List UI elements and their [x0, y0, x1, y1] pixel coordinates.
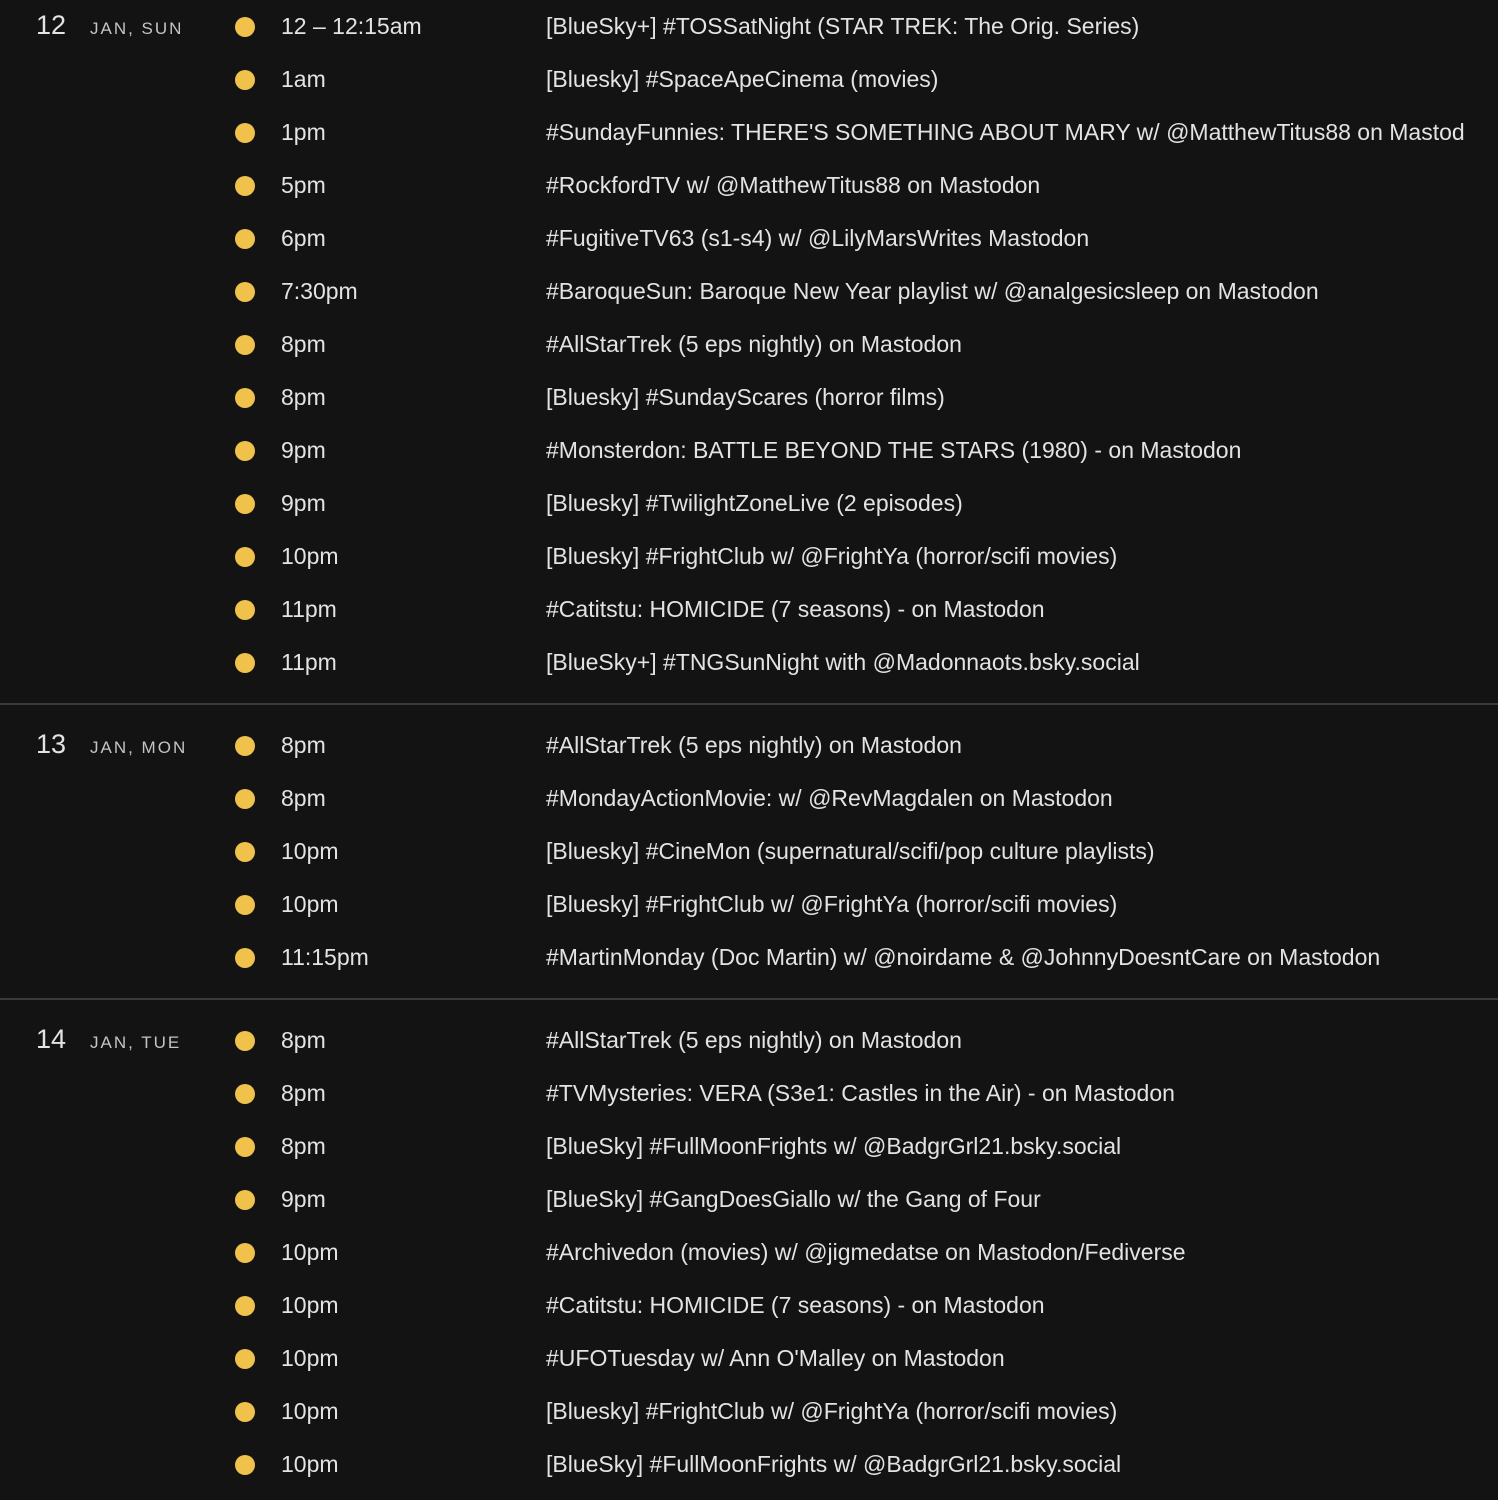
event-time: 9pm	[281, 1186, 326, 1212]
event-title: [Bluesky] #FrightClub w/ @FrightYa (horror/scifi movies)	[546, 1398, 1118, 1424]
event-title: #AllStarTrek (5 eps nightly) on Mastodon	[546, 732, 962, 758]
event-row[interactable]	[0, 1438, 1498, 1491]
event-row[interactable]	[0, 1385, 1498, 1438]
event-color-dot-icon	[235, 789, 255, 809]
event-title: #Catitstu: HOMICIDE (7 seasons) - on Mastodon	[546, 596, 1045, 622]
event-row[interactable]	[0, 424, 1498, 477]
event-title: [BlueSky] #FullMoonFrights w/ @BadgrGrl21.bsky.social	[546, 1133, 1122, 1159]
event-row[interactable]	[0, 212, 1498, 265]
event-row[interactable]	[0, 1279, 1498, 1332]
event-time: 10pm	[281, 1451, 339, 1477]
event-color-dot-icon	[235, 388, 255, 408]
day-number[interactable]: 13	[36, 729, 67, 759]
event-title: #RockfordTV w/ @MatthewTitus88 on Mastodon	[546, 172, 1041, 198]
event-row[interactable]	[0, 106, 1498, 159]
event-title: [Bluesky] #FrightClub w/ @FrightYa (horror/scifi movies)	[546, 543, 1118, 569]
event-row[interactable]	[0, 318, 1498, 371]
event-title: [Bluesky] #SundayScares (horror films)	[546, 384, 945, 410]
event-row[interactable]	[0, 825, 1498, 878]
event-color-dot-icon	[235, 335, 255, 355]
event-title: #Monsterdon: BATTLE BEYOND THE STARS (1980) - on Mastodon	[546, 437, 1242, 463]
event-time: 11pm	[281, 649, 337, 675]
event-time: 8pm	[281, 1080, 326, 1106]
day-group	[0, 705, 1498, 1000]
event-color-dot-icon	[235, 1296, 255, 1316]
event-color-dot-icon	[235, 70, 255, 90]
event-row[interactable]	[0, 477, 1498, 530]
event-title: [Bluesky] #CineMon (supernatural/scifi/pop culture playlists)	[546, 838, 1155, 864]
event-title: #AllStarTrek (5 eps nightly) on Mastodon	[546, 1027, 962, 1053]
event-row[interactable]	[0, 1014, 1498, 1067]
event-color-dot-icon	[235, 1190, 255, 1210]
day-label: JAN, TUE	[90, 1033, 182, 1052]
event-time: 12 – 12:15am	[281, 13, 422, 39]
day-label: JAN, SUN	[90, 19, 184, 38]
event-row[interactable]	[0, 159, 1498, 212]
event-time: 9pm	[281, 437, 326, 463]
event-color-dot-icon	[235, 176, 255, 196]
event-color-dot-icon	[235, 842, 255, 862]
event-row[interactable]	[0, 371, 1498, 424]
event-title: [Bluesky] #FrightClub w/ @FrightYa (horror/scifi movies)	[546, 891, 1118, 917]
day-number[interactable]: 12	[36, 10, 67, 40]
event-title: [BlueSky+] #TOSSatNight (STAR TREK: The Orig. Series)	[546, 13, 1140, 39]
event-color-dot-icon	[235, 282, 255, 302]
event-time: 10pm	[281, 1292, 339, 1318]
event-title: #MartinMonday (Doc Martin) w/ @noirdame & @JohnnyDoesntCare on Mastodon	[546, 944, 1381, 970]
event-row[interactable]	[0, 636, 1498, 689]
event-title: [Bluesky] #SpaceApeCinema (movies)	[546, 66, 939, 92]
event-color-dot-icon	[235, 895, 255, 915]
event-row[interactable]	[0, 719, 1498, 772]
event-time: 10pm	[281, 891, 339, 917]
event-time: 1pm	[281, 119, 326, 145]
event-color-dot-icon	[235, 494, 255, 514]
event-title: [Bluesky] #TwilightZoneLive (2 episodes)	[546, 490, 963, 516]
event-time: 10pm	[281, 1345, 339, 1371]
event-time: 11pm	[281, 596, 337, 622]
event-row[interactable]	[0, 1173, 1498, 1226]
event-title: #Archivedon (movies) w/ @jigmedatse on Mastodon/Fediverse	[546, 1239, 1186, 1265]
event-color-dot-icon	[235, 1137, 255, 1157]
event-color-dot-icon	[235, 441, 255, 461]
event-title: #BaroqueSun: Baroque New Year playlist w/ @analgesicsleep on Mastodon	[546, 278, 1319, 304]
event-row[interactable]	[0, 0, 1498, 53]
event-row[interactable]	[0, 1332, 1498, 1385]
event-row[interactable]	[0, 772, 1498, 825]
event-time: 10pm	[281, 838, 339, 864]
event-title: [BlueSky+] #TNGSunNight with @Madonnaots.bsky.social	[546, 649, 1140, 675]
day-group	[0, 0, 1498, 705]
event-color-dot-icon	[235, 17, 255, 37]
event-color-dot-icon	[235, 948, 255, 968]
event-time: 1am	[281, 66, 326, 92]
event-time: 11:15pm	[281, 944, 369, 970]
event-row[interactable]	[0, 931, 1498, 984]
event-color-dot-icon	[235, 1402, 255, 1422]
event-time: 8pm	[281, 331, 326, 357]
event-title: #AllStarTrek (5 eps nightly) on Mastodon	[546, 331, 962, 357]
event-color-dot-icon	[235, 1455, 255, 1475]
event-color-dot-icon	[235, 736, 255, 756]
event-time: 8pm	[281, 1027, 326, 1053]
day-label: JAN, MON	[90, 738, 188, 757]
event-title: #FugitiveTV63 (s1-s4) w/ @LilyMarsWrites Mastodon	[546, 225, 1090, 251]
event-row[interactable]	[0, 1226, 1498, 1279]
event-color-dot-icon	[235, 1243, 255, 1263]
day-number[interactable]: 14	[36, 1024, 67, 1054]
event-time: 8pm	[281, 1133, 326, 1159]
event-time: 6pm	[281, 225, 326, 251]
event-time: 10pm	[281, 1398, 339, 1424]
event-color-dot-icon	[235, 229, 255, 249]
event-time: 8pm	[281, 785, 326, 811]
event-row[interactable]	[0, 530, 1498, 583]
event-row[interactable]	[0, 878, 1498, 931]
event-color-dot-icon	[235, 123, 255, 143]
event-row[interactable]	[0, 1120, 1498, 1173]
event-time: 7:30pm	[281, 278, 358, 304]
event-color-dot-icon	[235, 547, 255, 567]
event-title: #UFOTuesday w/ Ann O'Malley on Mastodon	[546, 1345, 1005, 1371]
event-color-dot-icon	[235, 653, 255, 673]
event-title: #Catitstu: HOMICIDE (7 seasons) - on Mastodon	[546, 1292, 1045, 1318]
event-title: #MondayActionMovie: w/ @RevMagdalen on Mastodon	[546, 785, 1113, 811]
event-row[interactable]	[0, 1067, 1498, 1120]
event-time: 10pm	[281, 1239, 339, 1265]
event-time: 9pm	[281, 490, 326, 516]
event-title: [BlueSky] #GangDoesGiallo w/ the Gang of Four	[546, 1186, 1041, 1212]
event-row[interactable]	[0, 265, 1498, 318]
event-row[interactable]	[0, 583, 1498, 636]
event-row[interactable]	[0, 53, 1498, 106]
event-title: [BlueSky] #FullMoonFrights w/ @BadgrGrl21.bsky.social	[546, 1451, 1122, 1477]
event-title: #SundayFunnies: THERE'S SOMETHING ABOUT MARY w/ @MatthewTitus88 on Mastod	[546, 119, 1465, 145]
event-color-dot-icon	[235, 600, 255, 620]
day-group	[0, 1000, 1498, 1500]
event-time: 5pm	[281, 172, 326, 198]
event-color-dot-icon	[235, 1031, 255, 1051]
event-time: 10pm	[281, 543, 339, 569]
event-color-dot-icon	[235, 1349, 255, 1369]
event-time: 8pm	[281, 732, 326, 758]
event-color-dot-icon	[235, 1084, 255, 1104]
event-time: 8pm	[281, 384, 326, 410]
event-title: #TVMysteries: VERA (S3e1: Castles in the Air) - on Mastodon	[546, 1080, 1175, 1106]
